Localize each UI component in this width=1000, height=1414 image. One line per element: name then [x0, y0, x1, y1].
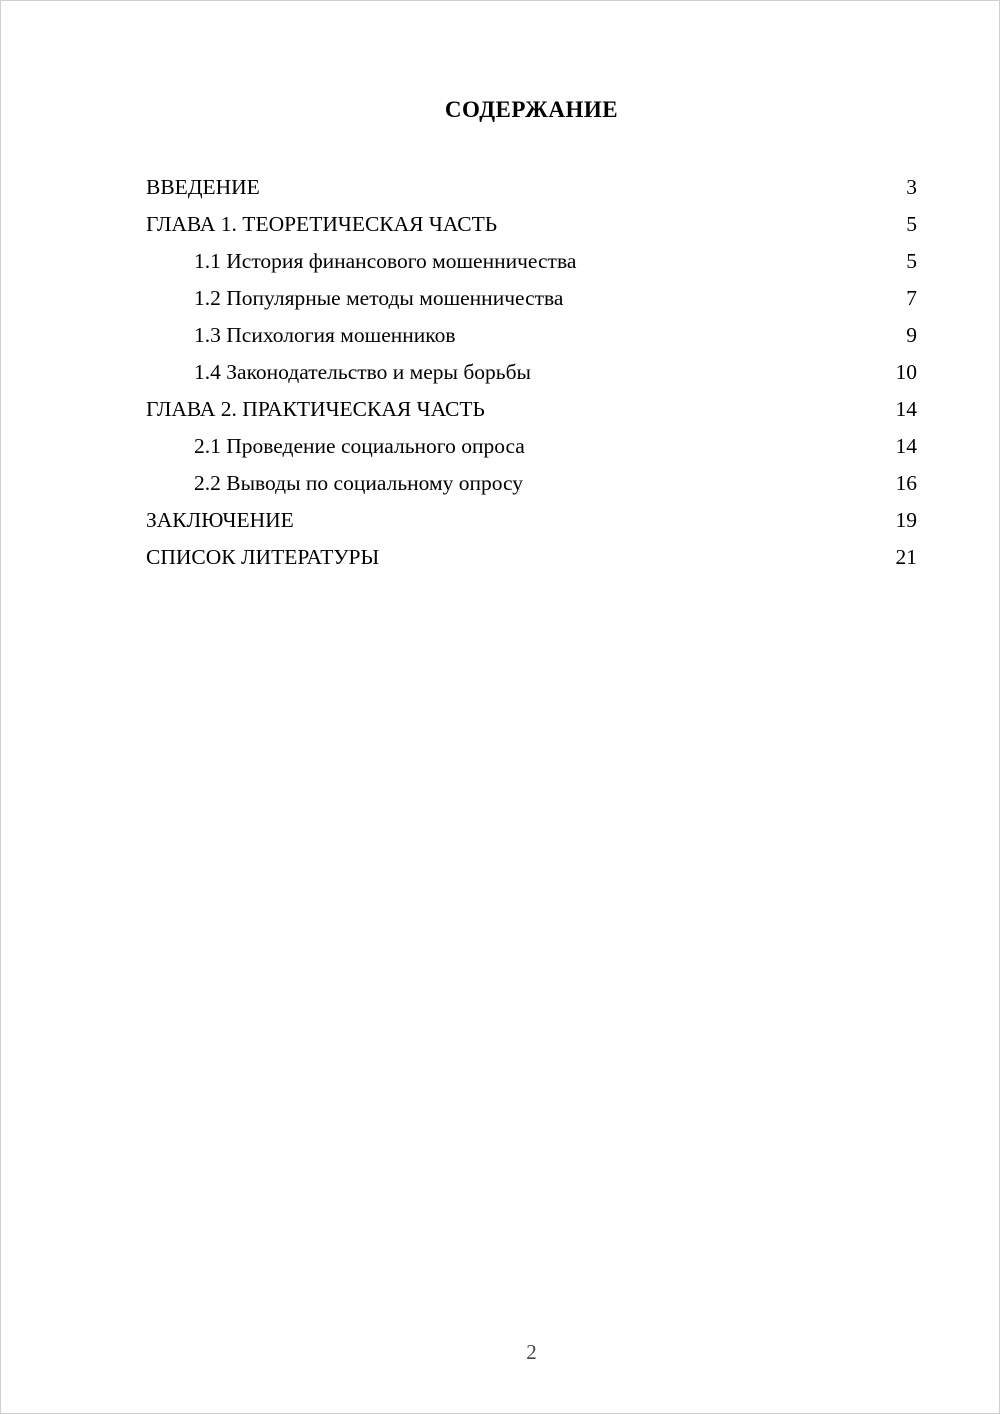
toc-entry	[146, 428, 917, 465]
toc-entry-page: 14	[895, 434, 917, 458]
toc-entry-label: ЗАКЛЮЧЕНИЕ	[146, 508, 294, 532]
toc-entry-page: 3	[906, 175, 917, 199]
page-title: СОДЕРЖАНИЕ	[444, 97, 619, 122]
toc-entry	[146, 465, 917, 502]
toc-entry	[146, 169, 917, 206]
toc-entry-page: 9	[906, 323, 917, 347]
toc-entry	[146, 280, 917, 317]
toc-list	[146, 169, 917, 576]
toc-entry-label: СПИСОК ЛИТЕРАТУРЫ	[146, 545, 380, 569]
page-number: 2	[526, 1340, 537, 1364]
toc-entry-label: ВВЕДЕНИЕ	[146, 175, 260, 199]
toc-entry	[146, 317, 917, 354]
toc-entry-label: ГЛАВА 1. ТЕОРЕТИЧЕСКАЯ ЧАСТЬ	[146, 212, 498, 236]
toc-entry	[146, 243, 917, 280]
toc-entry-page: 5	[906, 249, 917, 273]
toc-entry-label: 2.2 Выводы по социальному опросу	[194, 471, 524, 495]
toc-entry-label: 1.4 Законодательство и меры борьбы	[194, 360, 531, 384]
toc-entry-page: 10	[895, 360, 917, 384]
toc-entry	[146, 206, 917, 243]
toc-entry	[146, 539, 917, 576]
toc-entry-label: 1.3 Психология мошенников	[194, 323, 456, 347]
toc-entry-page: 21	[895, 545, 917, 569]
toc-entry	[146, 391, 917, 428]
toc-entry	[146, 354, 917, 391]
toc-entry-page: 14	[895, 397, 917, 421]
toc-entry-label: 1.1 История финансового мошенничества	[194, 249, 577, 273]
toc-entry-label: 2.1 Проведение социального опроса	[194, 434, 525, 458]
toc-entry-label: 1.2 Популярные методы мошенничества	[194, 286, 564, 310]
toc-entry-page: 5	[906, 212, 917, 236]
toc-entry-label: ГЛАВА 2. ПРАКТИЧЕСКАЯ ЧАСТЬ	[146, 397, 485, 421]
toc-entry-page: 19	[895, 508, 917, 532]
toc-entry-page: 16	[895, 471, 917, 495]
toc-entry	[146, 502, 917, 539]
toc-entry-page: 7	[906, 286, 917, 310]
